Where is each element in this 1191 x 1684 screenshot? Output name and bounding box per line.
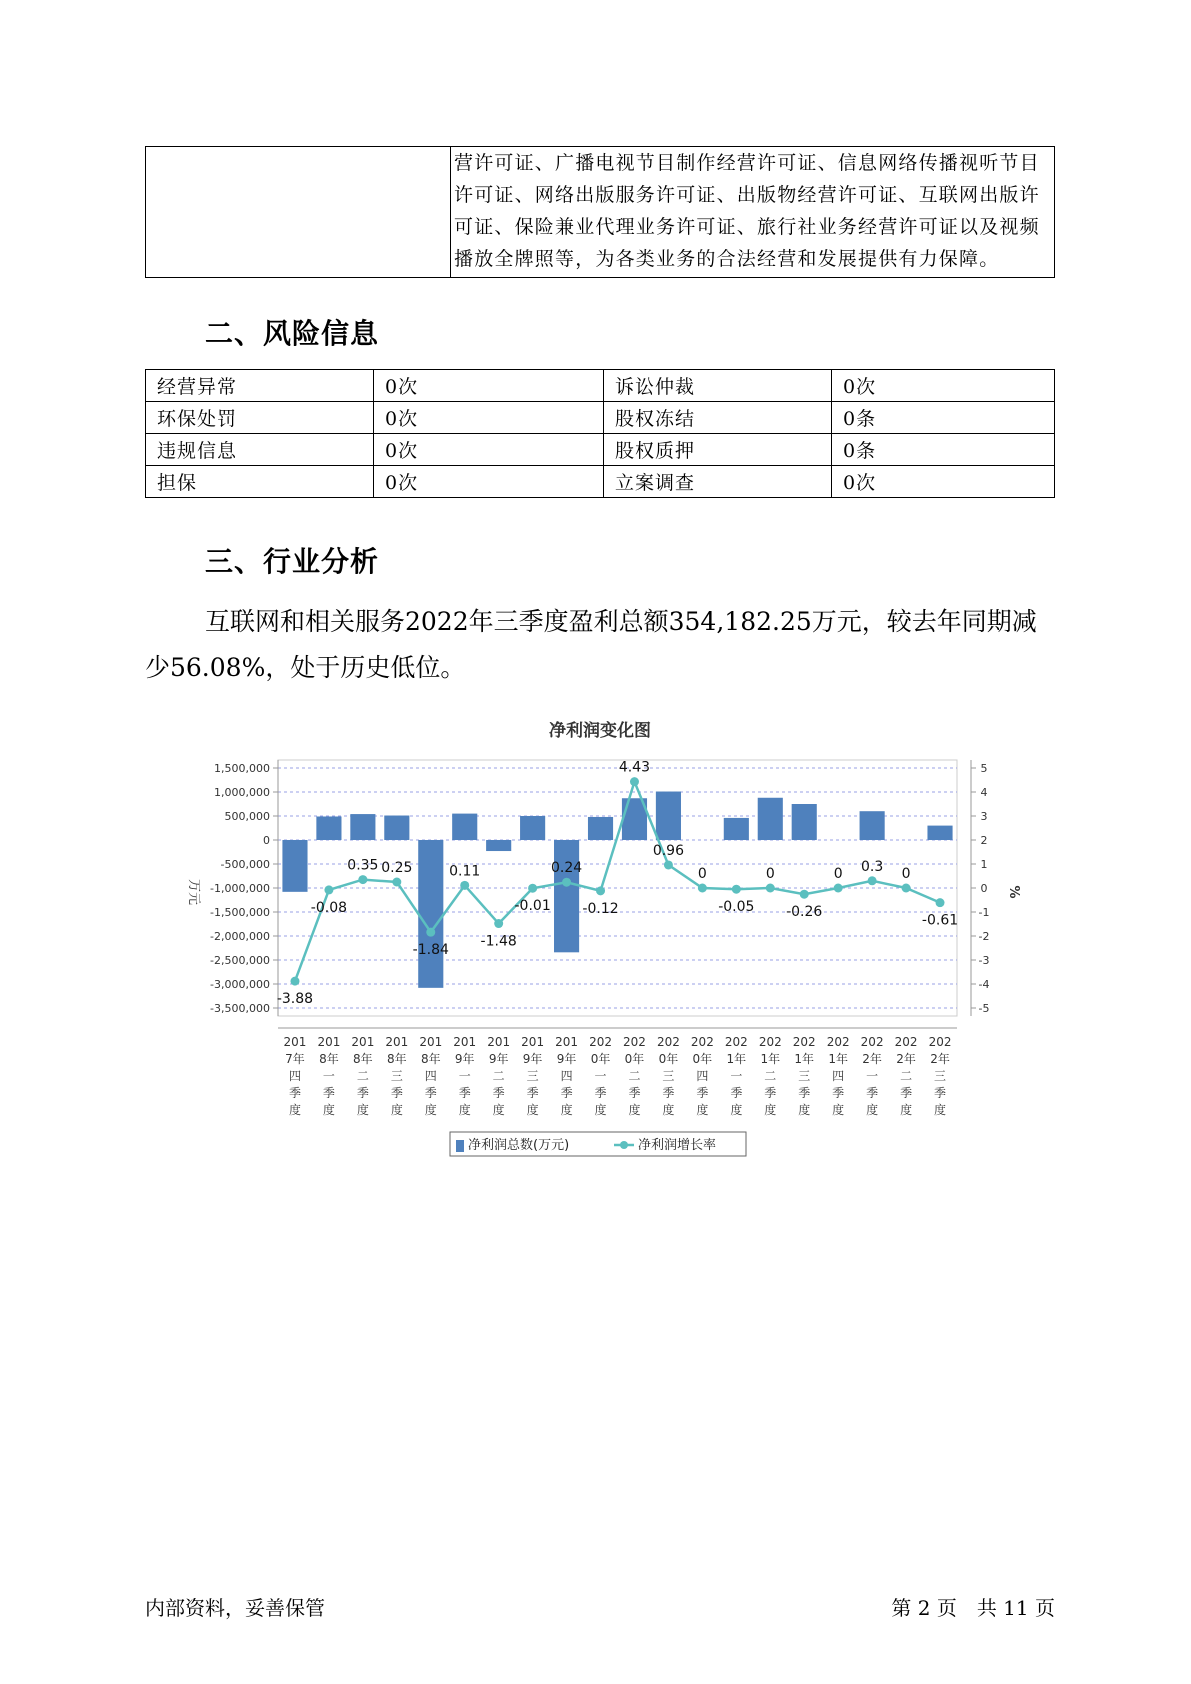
x-tick-label: 8年	[353, 1052, 373, 1066]
growth-rate-label: 0.11	[449, 863, 481, 880]
x-tick-label: 季	[730, 1086, 743, 1100]
x-tick-label: 202	[826, 1035, 850, 1049]
growth-rate-label: 0.35	[347, 857, 379, 874]
growth-rate-label: 0	[901, 866, 911, 882]
growth-rate-point	[460, 881, 469, 890]
growth-rate-point	[766, 884, 775, 893]
growth-rate-label: 0	[833, 866, 843, 882]
x-tick-label: 2年	[930, 1052, 950, 1066]
x-tick-label: 202	[860, 1035, 884, 1049]
x-tick-label: 2年	[896, 1052, 916, 1066]
bar	[724, 818, 749, 840]
risk-item-label: 违规信息	[146, 434, 374, 466]
footer-page-number: 第 2 页 共 11 页	[891, 1596, 1055, 1620]
legend-line-marker	[620, 1141, 628, 1149]
industry-paragraph	[145, 599, 1057, 691]
chart-bars	[282, 792, 952, 988]
bar	[384, 816, 409, 840]
x-tick-label: 季	[934, 1086, 947, 1100]
y2-tick-label: 4	[980, 786, 988, 799]
x-tick-label: 四	[560, 1069, 573, 1083]
x-tick-label: 8年	[420, 1052, 441, 1066]
x-tick-label: 201	[453, 1035, 477, 1049]
x-tick-label: 度	[526, 1103, 539, 1117]
chart-x-labels	[278, 1028, 957, 1117]
bar	[588, 817, 613, 840]
x-tick-label: 9年	[556, 1052, 577, 1066]
y-tick-label: 1,500,000	[214, 762, 270, 775]
license-table-text-cell: 营许可证、广播电视节目制作经营许可证、信息网络传播视听节目许可证、网络出版服务许可证、出版物经营许可证、互联网出版许可证、保险兼业代理业务许可证、旅行社业务经营许可证以及视频播放全牌照等，为各类业务的合法经营和发展提供有力保障。	[451, 147, 1055, 278]
x-tick-label: 202	[894, 1035, 918, 1049]
risk-table	[145, 369, 1055, 498]
risk-item-value: 0次	[374, 402, 604, 434]
growth-rate-point	[630, 777, 639, 786]
x-tick-label: 度	[662, 1103, 675, 1117]
y2-tick-label: 0	[980, 882, 988, 895]
growth-rate-label: -0.05	[718, 899, 755, 916]
growth-rate-label: -0.61	[921, 912, 959, 929]
x-tick-label: 202	[928, 1035, 952, 1049]
x-tick-label: 度	[458, 1103, 471, 1117]
risk-row	[146, 402, 1055, 434]
growth-rate-point	[800, 890, 809, 899]
x-tick-label: 季	[662, 1086, 675, 1100]
x-tick-label: 8年	[387, 1052, 407, 1066]
y2-axis-label: %	[1006, 885, 1021, 899]
x-tick-label: 7年	[285, 1052, 305, 1066]
y-tick-label: -3,000,000	[210, 978, 270, 991]
growth-rate-label: -0.26	[786, 904, 823, 921]
growth-rate-label: 0.3	[860, 858, 884, 875]
y-tick-label: -1,500,000	[210, 906, 270, 919]
risk-item-value: 0次	[374, 370, 604, 402]
x-tick-label: 度	[628, 1103, 641, 1117]
x-tick-label: 季	[390, 1086, 403, 1100]
x-tick-label: 季	[628, 1086, 641, 1100]
section-risk-heading: 二、风险信息	[205, 317, 380, 350]
x-tick-label: 度	[764, 1103, 777, 1117]
bar	[418, 840, 443, 988]
legend-bar-label: 净利润总数(万元)	[468, 1138, 570, 1153]
growth-rate-point	[392, 878, 401, 887]
x-tick-label: 度	[798, 1103, 811, 1117]
chart-title: 净利润变化图	[549, 721, 651, 741]
y-tick-label: -2,500,000	[210, 954, 270, 967]
x-tick-label: 201	[317, 1035, 341, 1049]
x-tick-label: 202	[623, 1035, 646, 1049]
risk-item-value: 0次	[374, 434, 604, 466]
growth-rate-point	[902, 884, 911, 893]
x-tick-label: 201	[283, 1035, 307, 1049]
x-tick-label: 四	[832, 1069, 845, 1083]
bar	[792, 804, 817, 840]
y2-tick-label: -4	[978, 978, 990, 991]
x-tick-label: 度	[696, 1103, 709, 1117]
x-tick-label: 201	[521, 1035, 545, 1049]
x-tick-label: 202	[724, 1035, 748, 1049]
x-tick-label: 四	[424, 1069, 437, 1083]
y2-tick-label: -3	[978, 954, 990, 967]
risk-item-value: 0次	[374, 466, 604, 498]
bar	[316, 816, 341, 840]
x-tick-label: 一	[458, 1069, 471, 1083]
x-tick-label: 季	[696, 1086, 709, 1100]
y2-tick-label: -2	[978, 930, 990, 943]
x-tick-label: 季	[832, 1086, 845, 1100]
bar	[758, 798, 783, 840]
y-tick-label: -500,000	[220, 858, 270, 871]
risk-item-label: 环保处罚	[146, 402, 374, 434]
x-tick-label: 度	[832, 1103, 845, 1117]
growth-rate-point	[936, 898, 945, 907]
x-tick-label: 季	[458, 1086, 471, 1100]
x-tick-label: 度	[560, 1103, 573, 1117]
growth-rate-point	[664, 860, 673, 869]
growth-rate-label: 0	[765, 866, 775, 882]
x-tick-label: 0年	[658, 1052, 679, 1066]
y-tick-label: 500,000	[224, 810, 270, 823]
x-tick-label: 季	[900, 1086, 913, 1100]
x-tick-label: 三	[662, 1069, 675, 1083]
x-tick-label: 季	[560, 1086, 573, 1100]
y-axis-label: 万元	[186, 878, 201, 906]
risk-row	[146, 370, 1055, 402]
x-tick-label: 1年	[828, 1052, 848, 1066]
risk-item-label: 股权质押	[604, 434, 832, 466]
y2-tick-label: -1	[978, 906, 990, 919]
growth-rate-label: -1.84	[412, 942, 449, 959]
growth-rate-point	[494, 919, 503, 928]
growth-rate-point	[324, 885, 333, 894]
bar	[554, 840, 579, 952]
growth-rate-label: -0.01	[514, 898, 551, 915]
x-tick-label: 二	[356, 1069, 369, 1083]
risk-item-label: 经营异常	[146, 370, 374, 402]
y2-tick-label: 3	[980, 810, 988, 823]
x-tick-label: 三	[390, 1069, 403, 1083]
x-tick-label: 1年	[794, 1052, 815, 1066]
bar	[860, 811, 885, 840]
y-tick-label: 1,000,000	[214, 786, 270, 799]
chart-grid	[278, 760, 957, 1016]
growth-rate-label: 0.25	[381, 860, 413, 876]
y-tick-label: 0	[263, 834, 270, 847]
x-tick-label: 二	[492, 1069, 505, 1083]
x-tick-label: 201	[385, 1035, 409, 1049]
risk-item-value: 0次	[832, 370, 1055, 402]
x-tick-label: 8年	[319, 1052, 339, 1066]
x-tick-label: 二	[628, 1069, 641, 1083]
x-tick-label: 0年	[692, 1052, 713, 1066]
risk-item-label: 立案调查	[604, 466, 832, 498]
x-tick-label: 季	[288, 1086, 301, 1100]
x-tick-label: 度	[492, 1103, 505, 1117]
x-tick-label: 度	[288, 1103, 301, 1117]
section-industry-heading: 三、行业分析	[205, 545, 380, 578]
chart-line	[290, 777, 944, 985]
y-tick-label: -1,000,000	[210, 882, 270, 895]
bar	[486, 840, 511, 851]
growth-rate-label: -3.88	[276, 991, 314, 1008]
x-tick-label: 二	[900, 1069, 913, 1083]
bar	[927, 826, 952, 840]
bar	[350, 814, 375, 840]
x-tick-label: 季	[594, 1086, 607, 1100]
y-tick-label: -2,000,000	[210, 930, 270, 943]
x-tick-label: 三	[934, 1069, 947, 1083]
growth-rate-point	[834, 884, 843, 893]
x-tick-label: 201	[555, 1035, 579, 1049]
bar	[282, 840, 307, 892]
license-table	[145, 146, 1055, 278]
growth-rate-point	[528, 884, 537, 893]
x-tick-label: 三	[798, 1069, 811, 1083]
bar	[656, 792, 681, 840]
x-tick-label: 度	[934, 1103, 947, 1117]
x-tick-label: 三	[526, 1069, 539, 1083]
growth-rate-label: 4.43	[618, 759, 651, 776]
x-tick-label: 202	[758, 1035, 782, 1049]
x-tick-label: 季	[322, 1086, 335, 1100]
bar	[452, 814, 477, 840]
x-tick-label: 一	[730, 1069, 743, 1083]
license-table-empty-cell	[146, 147, 451, 278]
x-tick-label: 9年	[454, 1052, 475, 1066]
chart-legend	[450, 1132, 746, 1156]
risk-item-value: 0条	[832, 434, 1055, 466]
growth-rate-label: -0.08	[310, 899, 348, 916]
risk-row	[146, 466, 1055, 498]
growth-rate-point	[732, 885, 741, 894]
y2-tick-label: 1	[980, 858, 988, 871]
x-tick-label: 四	[696, 1069, 709, 1083]
x-tick-label: 一	[594, 1069, 607, 1083]
risk-row	[146, 434, 1055, 466]
x-tick-label: 9年	[488, 1052, 509, 1066]
growth-rate-point	[698, 884, 707, 893]
x-tick-label: 四	[288, 1069, 301, 1083]
risk-item-label: 担保	[146, 466, 374, 498]
x-tick-label: 1年	[726, 1052, 747, 1066]
legend-line-label: 净利润增长率	[638, 1138, 717, 1153]
x-tick-label: 度	[866, 1103, 879, 1117]
risk-item-value: 0条	[832, 402, 1055, 434]
growth-rate-point	[358, 875, 367, 884]
x-tick-label: 季	[356, 1086, 369, 1100]
x-tick-label: 201	[487, 1035, 511, 1049]
x-tick-label: 202	[656, 1035, 680, 1049]
growth-rate-point	[290, 977, 299, 986]
growth-rate-label: -1.48	[480, 933, 517, 950]
x-tick-label: 一	[322, 1069, 335, 1083]
growth-rate-line	[295, 782, 940, 981]
x-tick-label: 季	[764, 1086, 777, 1100]
x-tick-label: 季	[798, 1086, 811, 1100]
x-tick-label: 度	[730, 1103, 743, 1117]
x-tick-label: 9年	[522, 1052, 543, 1066]
y-tick-label: -3,500,000	[210, 1002, 270, 1015]
x-tick-label: 202	[792, 1035, 816, 1049]
x-tick-label: 一	[866, 1069, 879, 1083]
y2-tick-label: -5	[978, 1002, 990, 1015]
legend-bar-swatch	[456, 1140, 464, 1152]
footer-left: 内部资料，妥善保管	[145, 1596, 325, 1620]
risk-item-value: 0次	[832, 466, 1055, 498]
x-tick-label: 度	[356, 1103, 369, 1117]
x-tick-label: 度	[900, 1103, 913, 1117]
growth-rate-label: -0.12	[582, 900, 619, 917]
x-tick-label: 1年	[760, 1052, 781, 1066]
x-tick-label: 201	[351, 1035, 375, 1049]
bar	[520, 816, 545, 840]
growth-rate-label: 0	[697, 866, 707, 882]
y2-tick-label: 2	[980, 834, 988, 847]
x-tick-label: 0年	[590, 1052, 611, 1066]
growth-rate-point	[596, 886, 605, 895]
growth-rate-point	[426, 928, 435, 937]
growth-rate-point	[562, 878, 571, 887]
x-tick-label: 202	[589, 1035, 612, 1049]
x-tick-label: 度	[424, 1103, 437, 1117]
x-tick-label: 季	[424, 1086, 437, 1100]
x-tick-label: 0年	[624, 1052, 645, 1066]
x-tick-label: 季	[866, 1086, 879, 1100]
x-tick-label: 度	[390, 1103, 403, 1117]
x-tick-label: 度	[322, 1103, 335, 1117]
x-tick-label: 201	[419, 1035, 443, 1049]
growth-rate-label: 0.24	[550, 860, 583, 877]
y2-tick-label: 5	[980, 762, 988, 775]
x-tick-label: 202	[690, 1035, 714, 1049]
growth-rate-label: 0.96	[652, 842, 685, 859]
risk-item-label: 诉讼仲裁	[604, 370, 832, 402]
risk-item-label: 股权冻结	[604, 402, 832, 434]
x-tick-label: 季	[526, 1086, 539, 1100]
growth-rate-point	[868, 876, 877, 885]
industry-paragraph-text: 互联网和相关服务2022年三季度盈利总额354,182.25万元，较去年同期减少56.08%，处于历史低位。	[145, 607, 1037, 682]
x-tick-label: 二	[764, 1069, 777, 1083]
x-tick-label: 度	[594, 1103, 607, 1117]
x-tick-label: 季	[492, 1086, 505, 1100]
x-tick-label: 2年	[862, 1052, 882, 1066]
net-profit-chart	[170, 712, 1050, 1172]
